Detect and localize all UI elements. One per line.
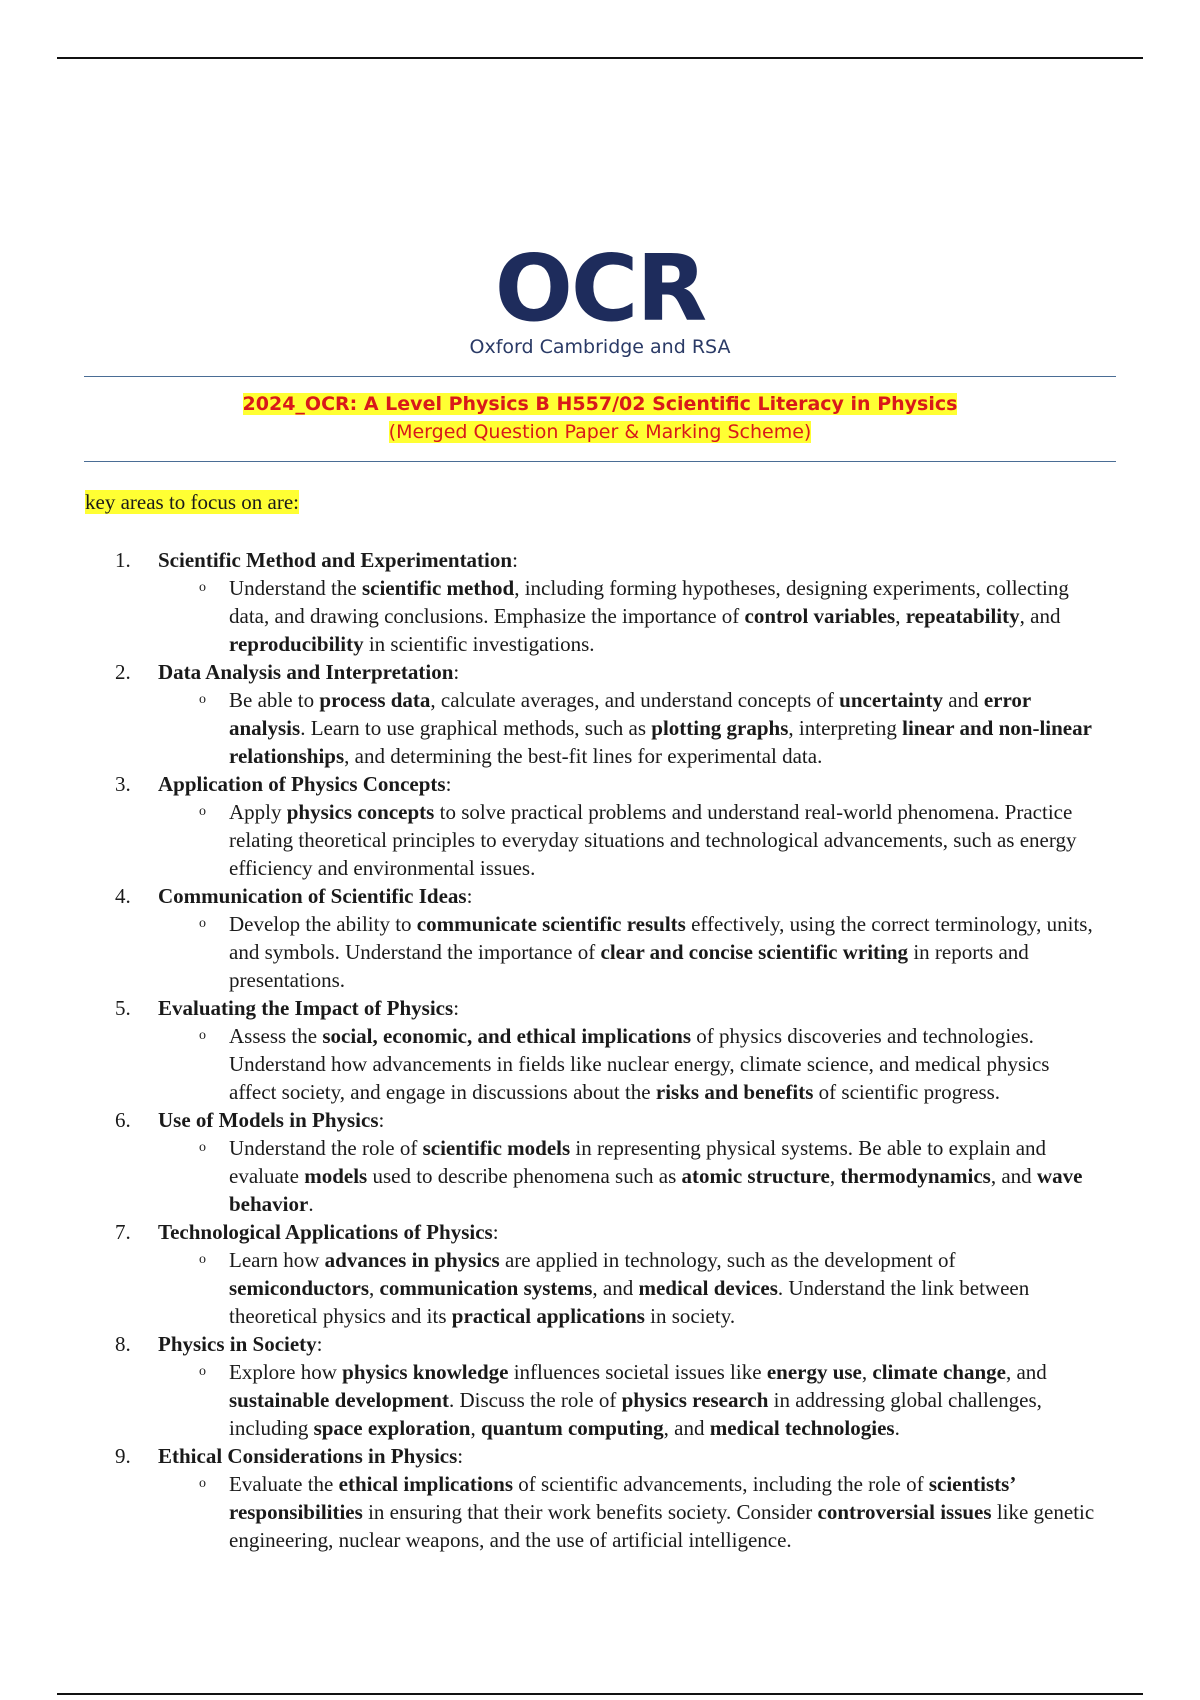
bold-term: physics research — [621, 1388, 769, 1412]
hollow-bullet-icon: o — [199, 1252, 206, 1267]
logo-mark: OCR — [494, 235, 706, 342]
hollow-bullet-icon: o — [199, 1476, 206, 1491]
bold-term: reproducibility — [229, 632, 364, 656]
text-run: Be able to — [229, 688, 320, 712]
bold-term: energy use — [766, 1360, 862, 1384]
bold-term: medical devices — [638, 1276, 778, 1300]
text-run: influences societal issues like — [508, 1360, 767, 1384]
list-item — [115, 1442, 1115, 1470]
item-heading-line — [158, 1442, 1115, 1470]
text-run: . Learn to use graphical methods, such as — [300, 716, 652, 740]
sub-bullet-text — [229, 1134, 1100, 1218]
sub-bullet — [187, 910, 1100, 994]
list-item — [115, 994, 1115, 1022]
text-run: . Discuss the role of — [448, 1388, 622, 1412]
list-item — [115, 882, 1115, 910]
sub-bullet-text — [229, 1358, 1100, 1442]
text-run: Understand the role of — [229, 1136, 423, 1160]
bold-term: space exploration — [313, 1416, 471, 1440]
text-run: , interpreting — [788, 716, 903, 740]
item-heading: Data Analysis and Interpretation — [158, 660, 454, 684]
hollow-bullet-icon: o — [199, 916, 206, 931]
text-run: of scientific progress. — [813, 1080, 1001, 1104]
text-run: , — [470, 1416, 481, 1440]
item-body — [158, 770, 1115, 798]
text-run: , calculate averages, and understand concepts of — [430, 688, 840, 712]
sub-bullet — [187, 1134, 1100, 1218]
heading-colon: : — [453, 660, 460, 684]
text-run: Assess the — [229, 1024, 323, 1048]
item-number: 7. — [115, 1220, 131, 1244]
bold-term: thermodynamics — [840, 1164, 991, 1188]
bold-term: sustainable development — [229, 1388, 449, 1412]
item-heading-line — [158, 658, 1115, 686]
bold-term: quantum computing — [480, 1416, 664, 1440]
text-run: , and — [1019, 604, 1061, 628]
text-run: in society. — [644, 1304, 736, 1328]
bold-term: control variables — [744, 604, 896, 628]
title-bottom-divider — [84, 461, 1116, 462]
bold-term: risks and benefits — [655, 1080, 814, 1104]
bold-term: atomic structure — [681, 1164, 830, 1188]
text-run: in representing physical systems. Be able to explain and evaluate — [229, 1136, 1047, 1188]
text-run: Learn how — [229, 1248, 325, 1272]
bold-term: scientific method — [361, 576, 515, 600]
text-run: Understand the — [229, 576, 362, 600]
item-heading: Application of Physics Concepts — [158, 772, 446, 796]
item-number: 2. — [115, 660, 131, 684]
bold-term: practical applications — [451, 1304, 645, 1328]
bold-term: advances in physics — [324, 1248, 500, 1272]
item-heading: Physics in Society — [158, 1332, 317, 1356]
text-run: , — [369, 1276, 380, 1300]
text-run: like genetic engineering, nuclear weapons, and the use of artificial intelligence. — [229, 1500, 1095, 1552]
text-run: Evaluate the — [229, 1472, 339, 1496]
item-heading: Evaluating the Impact of Physics — [158, 996, 454, 1020]
list-item — [115, 546, 1115, 574]
heading-colon: : — [378, 1108, 385, 1132]
top-rule — [57, 57, 1143, 59]
text-run: Develop the ability to — [229, 912, 417, 936]
text-run: in reports and presentations. — [229, 940, 1029, 992]
sub-bullet — [187, 686, 1100, 770]
item-heading-line — [158, 994, 1115, 1022]
title-line-2: (Merged Question Paper & Marking Scheme) — [388, 421, 812, 443]
sub-bullet-text — [229, 1022, 1100, 1106]
document-title — [0, 390, 1200, 446]
text-run: Explore how — [229, 1360, 343, 1384]
sub-bullet-text — [229, 1470, 1100, 1554]
text-run: in ensuring that their work benefits society. Consider — [362, 1500, 818, 1524]
title-line-1: 2024_OCR: A Level Physics B H557/02 Scientific Literacy in Physics — [242, 393, 958, 415]
item-number: 9. — [115, 1444, 131, 1468]
hollow-bullet-icon: o — [199, 1028, 206, 1043]
item-number: 1. — [115, 548, 131, 572]
item-heading-line — [158, 1218, 1115, 1246]
heading-colon: : — [316, 1332, 323, 1356]
sub-bullet-text — [229, 1246, 1100, 1330]
text-run: used to describe phenomena such as — [367, 1164, 682, 1188]
bold-term: process data — [319, 688, 431, 712]
item-heading: Scientific Method and Experimentation — [158, 548, 513, 572]
bold-term: ethical implications — [338, 1472, 514, 1496]
heading-colon: : — [512, 548, 518, 572]
intro-text: key areas to focus on are: — [85, 490, 299, 514]
item-number: 8. — [115, 1332, 131, 1356]
sub-bullet — [187, 1022, 1100, 1106]
bold-term: repeatability — [905, 604, 1020, 628]
bold-term: physics concepts — [286, 800, 435, 824]
bold-term: wave behavior — [229, 1164, 1083, 1216]
text-run: , and — [1005, 1360, 1047, 1384]
text-run: are applied in technology, such as the development of — [499, 1248, 956, 1272]
item-body — [158, 882, 1115, 910]
bold-term: climate change — [872, 1360, 1006, 1384]
bold-term: social, economic, and ethical implications — [322, 1024, 691, 1048]
bold-term: scientists’ responsibilities — [229, 1472, 1015, 1524]
item-heading: Communication of Scientific Ideas — [158, 884, 467, 908]
text-run: Apply — [229, 800, 287, 824]
bold-term: controversial issues — [817, 1500, 992, 1524]
item-heading-line — [158, 770, 1115, 798]
heading-colon: : — [466, 884, 473, 908]
item-number: 3. — [115, 772, 131, 796]
item-heading-line — [158, 1330, 1115, 1358]
item-body — [158, 994, 1115, 1022]
item-body — [158, 1330, 1115, 1358]
sub-bullet-text — [229, 798, 1100, 882]
text-run: , including forming hypotheses, designing experiments, collecting data, and drawing conclusions. Emphasize the importance of — [229, 576, 1069, 628]
focus-areas-list — [115, 546, 1115, 1554]
sub-bullet — [187, 574, 1100, 658]
hollow-bullet-icon: o — [199, 580, 206, 595]
heading-colon: : — [445, 772, 452, 796]
sub-bullet — [187, 1246, 1100, 1330]
item-heading: Use of Models in Physics — [158, 1108, 379, 1132]
list-item — [115, 1218, 1115, 1246]
text-run: , — [829, 1164, 841, 1188]
ocr-logo — [0, 235, 1200, 358]
text-run: of physics discoveries and technologies. Understand how advancements in fields like nuclear energy, climate science, and medical physics affect society, and engage in discussions about the — [229, 1024, 1050, 1104]
sub-bullet — [187, 1358, 1100, 1442]
bold-term: uncertainty — [839, 688, 943, 712]
text-run: , and — [592, 1276, 639, 1300]
text-run: , and determining the best-fit lines for experimental data. — [344, 744, 823, 768]
hollow-bullet-icon: o — [199, 692, 206, 707]
item-heading-line — [158, 546, 1115, 574]
list-item — [115, 1330, 1115, 1358]
text-run: , — [861, 1360, 873, 1384]
item-number: 5. — [115, 996, 131, 1020]
item-heading-line — [158, 1106, 1115, 1134]
bold-term: plotting graphs — [651, 716, 789, 740]
item-body — [158, 1442, 1115, 1470]
sub-bullet-text — [229, 574, 1100, 658]
item-body — [158, 1106, 1115, 1134]
hollow-bullet-icon: o — [199, 804, 206, 819]
text-run: , — [895, 604, 906, 628]
bold-term: clear and concise scientific writing — [600, 940, 909, 964]
bold-term: error analysis — [229, 688, 1031, 740]
text-run: . — [894, 1416, 900, 1440]
text-run: of scientific advancements, including the role of — [513, 1472, 929, 1496]
heading-colon: : — [492, 1220, 499, 1244]
text-run: . Understand the link between theoretical physics and its — [229, 1276, 1030, 1328]
title-top-divider — [84, 376, 1116, 377]
item-number: 4. — [115, 884, 131, 908]
bottom-rule — [57, 1693, 1143, 1695]
bold-term: communicate scientific results — [416, 912, 686, 936]
heading-colon: : — [453, 996, 460, 1020]
bold-term: scientific models — [422, 1136, 571, 1160]
text-run: and — [942, 688, 984, 712]
text-run: effectively, using the correct terminology, units, and symbols. Understand the importance of — [229, 912, 1093, 964]
item-heading: Technological Applications of Physics — [158, 1220, 493, 1244]
bold-term: communication systems — [379, 1276, 593, 1300]
bold-term: physics knowledge — [342, 1360, 509, 1384]
text-run: , and — [990, 1164, 1037, 1188]
bold-term: semiconductors — [229, 1276, 369, 1300]
logo-subtitle: Oxford Cambridge and RSA — [469, 336, 731, 358]
item-heading-line — [158, 882, 1115, 910]
sub-bullet — [187, 798, 1100, 882]
item-body — [158, 1218, 1115, 1246]
list-item — [115, 658, 1115, 686]
list-item — [115, 1106, 1115, 1134]
item-body — [158, 658, 1115, 686]
item-heading: Ethical Considerations in Physics — [158, 1444, 458, 1468]
text-run: . — [308, 1192, 314, 1216]
text-run: , and — [663, 1416, 710, 1440]
sub-bullet — [187, 1470, 1100, 1554]
sub-bullet-text — [229, 686, 1100, 770]
sub-bullet-text — [229, 910, 1100, 994]
bold-term: medical technologies — [709, 1416, 895, 1440]
hollow-bullet-icon: o — [199, 1364, 206, 1379]
bold-term: models — [304, 1164, 368, 1188]
heading-colon: : — [457, 1444, 464, 1468]
bold-term: linear and non-linear relationships — [229, 716, 1092, 768]
item-body — [158, 546, 1115, 574]
text-run: to solve practical problems and understand real-world phenomena. Practice relating theoretical principles to everyday situations and technological advancements, such as energy efficiency and environmental issues. — [229, 800, 1077, 880]
item-number: 6. — [115, 1108, 131, 1132]
list-item — [115, 770, 1115, 798]
hollow-bullet-icon: o — [199, 1140, 206, 1155]
text-run: in addressing global challenges, including — [229, 1388, 1042, 1440]
text-run: in scientific investigations. — [363, 632, 595, 656]
